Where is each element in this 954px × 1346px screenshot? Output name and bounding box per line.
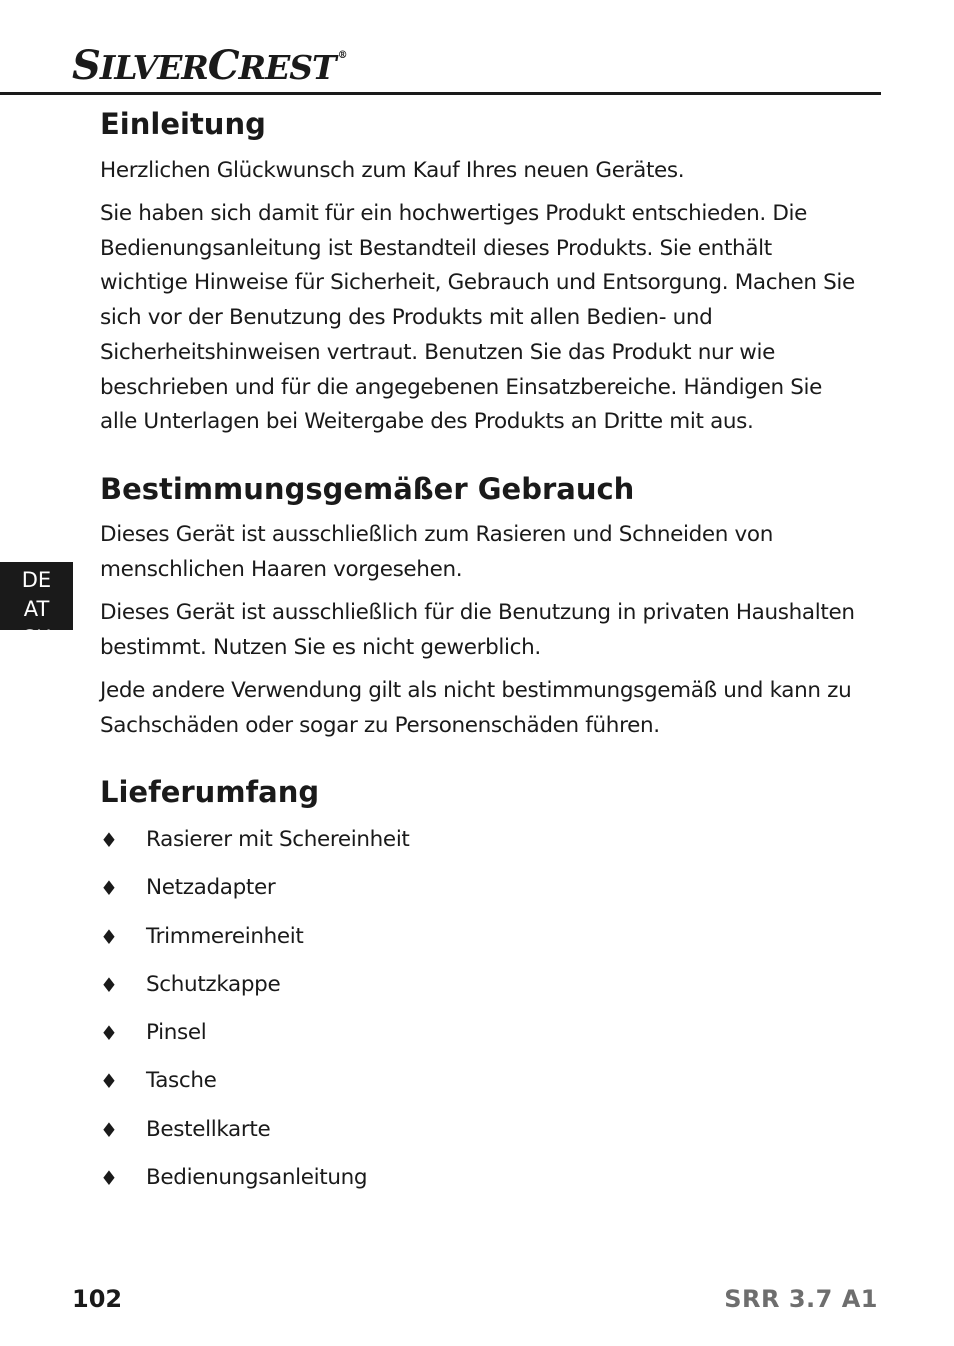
model-number: SRR 3.7 A1 <box>724 1285 878 1313</box>
diamond-bullet-icon: ♦ <box>100 1069 118 1094</box>
list-item-label: Bedienungsanleitung <box>146 1165 368 1191</box>
list-item <box>100 968 410 1016</box>
list-item-label: Schutzkappe <box>146 971 281 997</box>
list-item-label: Tasche <box>146 1068 217 1094</box>
list-item-label: Netzadapter <box>146 875 276 901</box>
list-item <box>100 1064 410 1112</box>
heading-lieferumfang: Lieferumfang <box>100 775 320 809</box>
lang-ch: CH <box>21 626 52 650</box>
lang-de: DE <box>21 568 52 592</box>
list-item <box>100 920 410 968</box>
diamond-bullet-icon: ♦ <box>100 876 118 901</box>
intro-paragraph-2: Sie haben sich damit für ein hochwertiges Produkt entschieden. Die Bedienungsanleitung ist Bestandteil dieses Produkts. Sie enthält wichtige Hinweise für Sicherheit, Gebrauch und Entsorgung. Machen Sie sich vor der Benutzung des Produkts mit allen Bedien- und Sicherheitshinweisen vertraut. Benutzen Sie das Produkt nur wie beschrieben und für die angegebenen Einsatzbereiche. Händigen Sie alle Unterlagen bei Weitergabe des Produkts an Dritte mit aus. <box>100 201 855 435</box>
language-tab <box>0 562 73 650</box>
list-item <box>100 823 410 871</box>
diamond-bullet-icon: ♦ <box>100 1021 118 1046</box>
diamond-bullet-icon: ♦ <box>100 828 118 852</box>
scope-list <box>100 823 410 1209</box>
list-item <box>100 1016 410 1064</box>
list-item-label: Bestellkarte <box>146 1116 271 1142</box>
heading-intended-use: Bestimmungsgemäßer Gebrauch <box>100 472 635 506</box>
intended-use-paragraph-3: Jede andere Verwendung gilt als nicht bestimmungsgemäß und kann zu Sachschäden oder sogar zu Personenschäden führen. <box>100 678 852 738</box>
logo-letter-c: C <box>207 42 239 89</box>
list-item <box>100 1161 410 1209</box>
page-number: 102 <box>72 1285 123 1313</box>
intended-use-paragraph-2: Dieses Gerät ist ausschließlich für die Benutzung in privaten Haushalten bestimmt. Nutzen Sie es nicht gewerblich. <box>100 600 855 660</box>
diamond-bullet-icon: ♦ <box>100 1117 118 1142</box>
diamond-bullet-icon: ♦ <box>100 972 118 997</box>
list-item-label: Pinsel <box>146 1020 207 1046</box>
registered-mark: ® <box>337 50 347 61</box>
intended-use-paragraph-1: Dieses Gerät ist ausschließlich zum Rasieren und Schneiden von menschlichen Haaren vorgesehen. <box>100 522 774 582</box>
intro-paragraph-1: Herzlichen Glückwunsch zum Kauf Ihres neuen Gerätes. <box>100 158 685 183</box>
logo-letter-s: S <box>72 42 100 89</box>
header-rule <box>0 92 881 95</box>
brand-logo <box>72 42 347 89</box>
diamond-bullet-icon: ♦ <box>100 1166 118 1191</box>
list-item <box>100 871 410 919</box>
heading-einleitung: Einleitung <box>100 107 266 141</box>
lang-at: AT <box>23 597 50 621</box>
list-item-label: Rasierer mit Schereinheit <box>146 827 410 852</box>
list-item <box>100 1113 410 1161</box>
logo-text-rest: REST <box>238 48 336 87</box>
list-item-label: Trimmereinheit <box>146 923 304 949</box>
diamond-bullet-icon: ♦ <box>100 924 118 949</box>
logo-text-ilver: ILVER <box>99 48 208 87</box>
